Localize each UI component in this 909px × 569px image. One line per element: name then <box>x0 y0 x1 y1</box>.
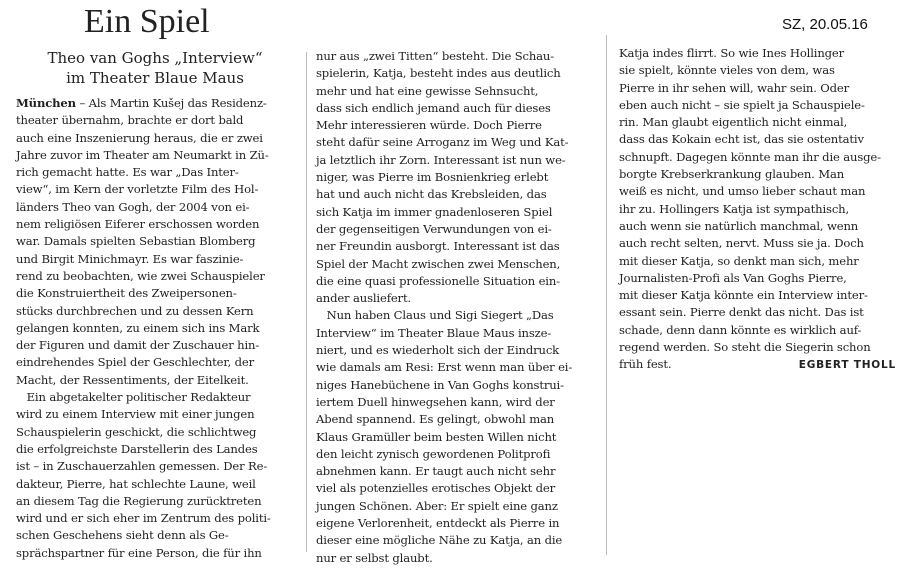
text-line: sprächspartner für eine Person, die für ihn <box>16 545 262 560</box>
text-line: dass das Kokain echt ist, das sie ostentativ <box>619 132 864 147</box>
text-line: weiß es nicht, und umso lieber schaut man <box>619 184 866 199</box>
text-line: dass sich endlich jemand auch für dieses <box>316 100 551 115</box>
article-subheadline <box>10 48 300 88</box>
text-line: Nun haben Claus und Sigi Siegert „Das <box>316 308 554 323</box>
text-line: auch eine Inszenierung heraus, die er zwei <box>16 130 263 145</box>
text-line: ist – in Zuschauerzahlen gemessen. Der Re- <box>16 459 268 474</box>
text-line: war. Damals spielten Sebastian Blomberg <box>16 234 256 249</box>
text-line: jungen Schönen. Aber: Er spielt eine ganz <box>316 498 558 513</box>
text-line: gelangen konnten, zu einem sich ins Mark <box>16 320 260 335</box>
text-line: mehr und hat eine gewisse Sehnsucht, <box>316 83 539 98</box>
text-line: abnehmen kann. Er taugt auch nicht sehr <box>316 464 556 479</box>
text-line: sie spielt, könnte vieles von dem, was <box>619 63 835 78</box>
text-line: schade, denn dann könnte es wirklich auf- <box>619 322 862 337</box>
text-line: die erfolgreichste Darstellerin des Landes <box>16 441 258 456</box>
text-line: wird und er sich eher im Zentrum des politi- <box>16 511 271 526</box>
subheadline-line: im Theater Blaue Maus <box>66 69 244 87</box>
text-line: theater übernahm, brachte er dort bald <box>16 113 244 128</box>
text-line: schnupft. Dagegen könnte man ihr die ausge- <box>619 149 881 164</box>
text-line: Spiel der Macht zwischen zwei Menschen, <box>316 256 561 271</box>
text-line: Ein abgetakelter politischer Redakteur <box>16 390 251 405</box>
text-line: und Birgit Minichmayr. Es war faszinie- <box>16 251 244 266</box>
text-line: borgte Krebserkrankung glauben. Man <box>619 167 845 182</box>
text-line: essant sein. Pierre denkt das nicht. Das ist <box>619 305 864 320</box>
text-line: der Figuren und damit der Zuschauer hin- <box>16 338 260 353</box>
text-line: Katja indes flirrt. So wie Ines Hollinger <box>619 46 845 60</box>
text-line: nur er selbst glaubt. <box>316 550 433 565</box>
text-line: spielerin, Katja, besteht indes aus deutlich <box>316 66 561 81</box>
text-line: Journalisten-Profi als Van Goghs Pierre, <box>619 270 847 285</box>
text-line: steht dafür seine Arroganz im Weg und Kat- <box>316 135 569 150</box>
date-stamp: SZ, 20.05.16 <box>782 16 868 33</box>
column-divider <box>606 35 607 555</box>
text-line: auch recht selten, nervt. Muss sie ja. Doch <box>619 236 864 251</box>
text-line: sich Katja im immer gnadenloseren Spiel <box>316 204 553 219</box>
subheadline-line: Theo van Goghs „Interview“ <box>47 49 263 67</box>
text-line: Klaus Gramüller beim besten Willen nicht <box>316 429 557 444</box>
article-headline: Ein Spiel <box>84 3 210 40</box>
text-line: wie damals am Resi: Erst wenn man über ei- <box>316 360 573 375</box>
author-byline: EGBERT THOLL <box>798 358 896 371</box>
text-line: ja letztlich ihr Zorn. Interessant ist nun we- <box>316 152 566 167</box>
article-column-2 <box>316 48 572 567</box>
article-first-line <box>16 95 271 112</box>
text-line: den leicht zynisch gewordenen Politprofi <box>316 446 551 461</box>
text-line: Abend spannend. Es gelingt, obwohl man <box>316 412 555 427</box>
text-line: Pierre in ihr sehen will, wahr sein. Oder <box>619 80 850 95</box>
lead-text: – Als Martin Kušej das Residenz- <box>75 96 267 110</box>
article-column-1 <box>16 95 271 562</box>
dateline: München <box>16 96 76 110</box>
text-line: dieser eine mögliche Nähe zu Katja, an die <box>316 533 563 548</box>
text-line: schen Geschehens sieht denn als Ge- <box>16 528 229 543</box>
text-line: Jahre zuvor im Theater am Neumarkt in Zü- <box>16 147 269 162</box>
text-line: eigene Verlorenheit, entdeckt als Pierre in <box>316 516 560 531</box>
text-line: view“, im Kern der vorletzte Film des Hol- <box>16 182 259 197</box>
text-line: mit dieser Katja, so denkt man sich, mehr <box>619 253 859 268</box>
text-line: auch wenn sie natürlich manchmal, wenn <box>619 218 859 233</box>
text-line: Schauspielerin geschickt, die schlichtweg <box>16 424 257 439</box>
text-line: der gegenseitigen Verwundungen von ei- <box>316 221 552 236</box>
text-line: die eine quasi professionelle Situation ein- <box>316 273 560 288</box>
text-line: eindrehendes Spiel der Geschlechter, der <box>16 355 254 370</box>
text-line: rin. Man glaubt eigentlich nicht einmal, <box>619 115 848 130</box>
text-line: hat und auch nicht das Krebsleiden, das <box>316 187 547 202</box>
text-line: wird zu einem Interview mit einer jungen <box>16 407 255 422</box>
text-line: früh fest. <box>619 357 672 372</box>
text-line: an diesem Tag die Regierung zurücktreten <box>16 493 262 508</box>
text-line: niges Hanebüchene in Van Goghs konstrui- <box>316 377 564 392</box>
text-line: regend werden. So steht die Siegerin schon <box>619 340 871 355</box>
text-line: Interview“ im Theater Blaue Maus insze- <box>316 325 552 340</box>
text-line: Mehr interessieren würde. Doch Pierre <box>316 118 542 133</box>
text-line: Macht, der Ressentiments, der Eitelkeit. <box>16 372 249 387</box>
text-line: niert, und es wiederholt sich der Eindruck <box>316 343 560 358</box>
text-line: viel als potenzielles erotisches Objekt der <box>316 481 556 496</box>
text-line: niger, was Pierre im Bosnienkrieg erlebt <box>316 170 549 185</box>
article-column-3 <box>619 45 896 374</box>
text-line: ner Freundin ausborgt. Interessant ist das <box>316 239 560 254</box>
text-line: rend zu beobachten, wie zwei Schauspieler <box>16 268 265 283</box>
text-line: rich gemacht hatte. Es war „Das Inter- <box>16 165 239 180</box>
text-line: länders Theo van Gogh, der 2004 von ei- <box>16 199 250 214</box>
column-divider <box>306 52 307 552</box>
text-line: nem religiösen Eiferer erschossen worden <box>16 217 260 232</box>
text-line: ander ausliefert. <box>316 291 411 306</box>
text-line: ihr zu. Hollingers Katja ist sympathisch, <box>619 201 850 216</box>
text-line: die Konstruiertheit des Zweipersonen- <box>16 286 237 301</box>
text-line: iertem Duell hinwegsehen kann, wird der <box>316 394 555 409</box>
text-line: eben auch nicht – sie spielt ja Schauspiele- <box>619 97 865 112</box>
text-line: mit dieser Katja könnte ein Interview inter- <box>619 288 868 303</box>
text-line: stücks durchbrechen und zu dessen Kern <box>16 303 254 318</box>
text-line: nur aus „zwei Titten“ besteht. Die Schau- <box>316 49 555 63</box>
text-line: dakteur, Pierre, hat schlechte Laune, weil <box>16 476 256 491</box>
